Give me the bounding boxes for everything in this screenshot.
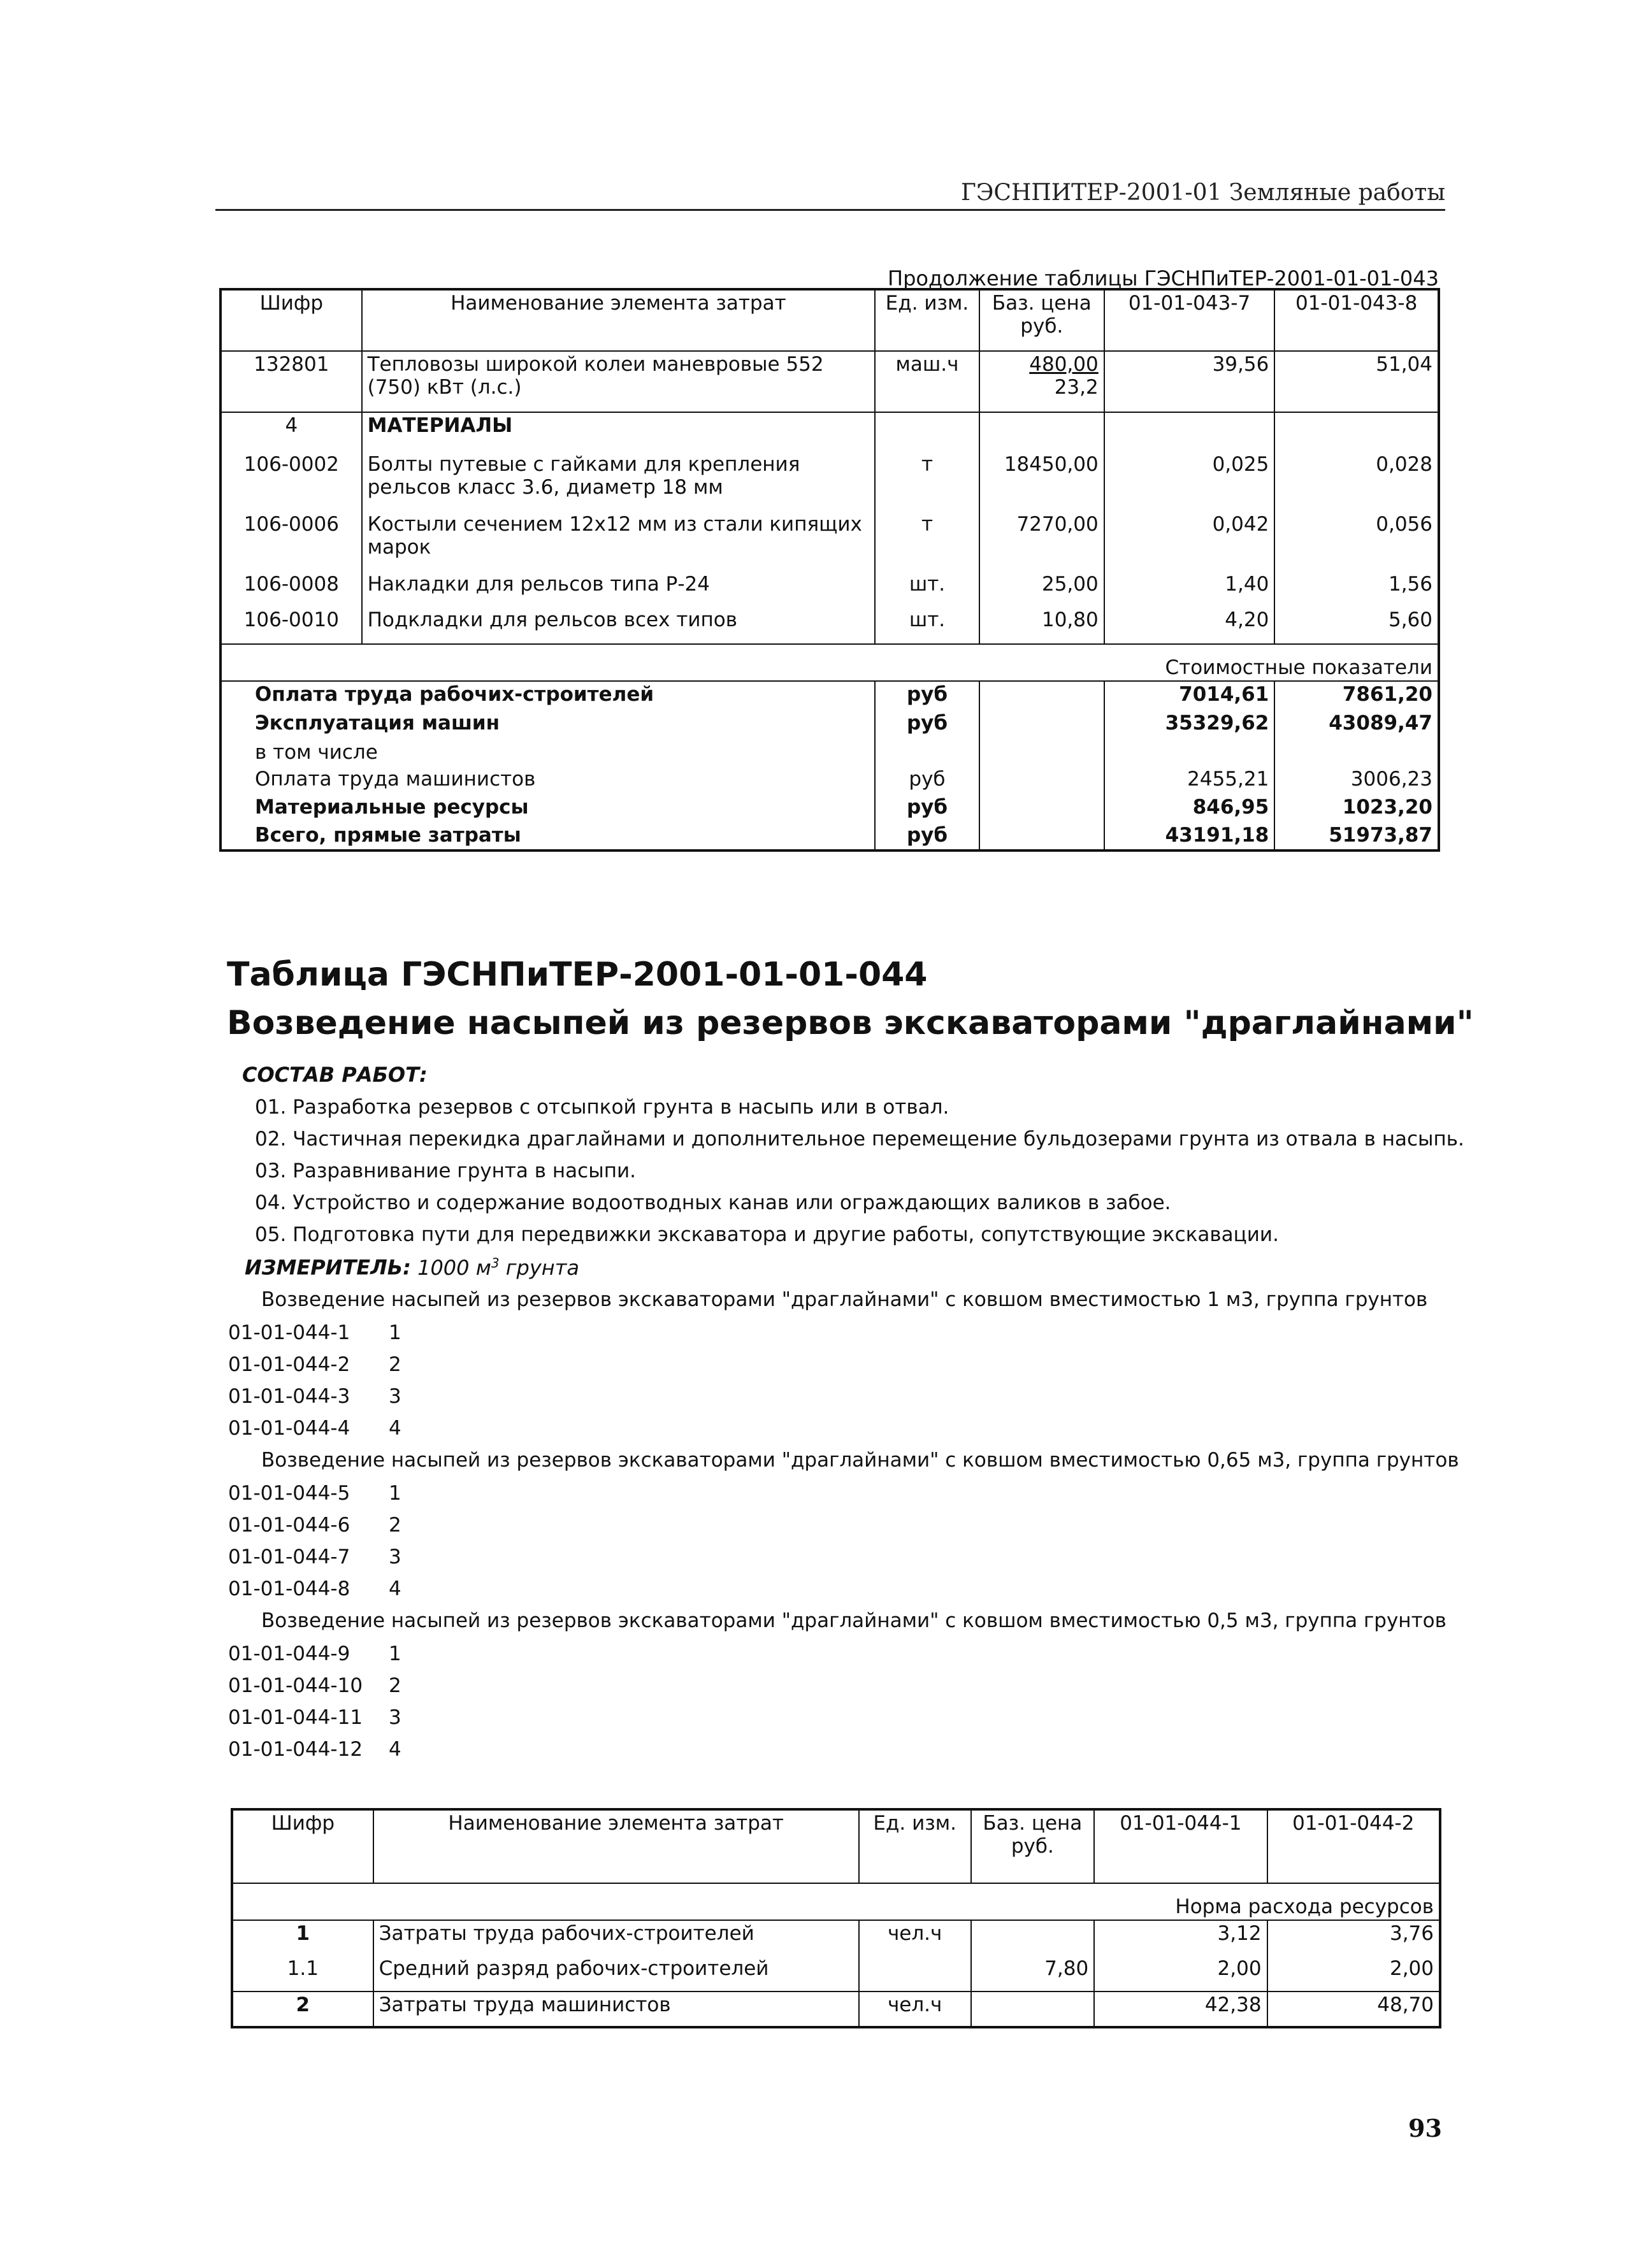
cell-price: 7,80 [971,1956,1095,1992]
header-rule [215,209,1445,211]
summary-row [220,740,1439,766]
norm-code: 01-01-044-7 [228,1546,350,1568]
header-name: Наименование элемента затрат [362,289,875,351]
summary-value-1: 2455,21 [1104,766,1275,794]
summary-value-2: 7861,20 [1274,681,1439,710]
running-head: ГЭСНПИТЕР-2001-01 Земляные работы [961,180,1445,206]
cell-section-name: МАТЕРИАЛЫ [362,412,875,452]
cell-code: 106-0008 [243,573,339,596]
header-code: Шифр [271,1812,335,1835]
summary-name: Всего, прямые затраты [255,824,521,847]
cell-unit: т [875,452,979,512]
table-row [232,1956,1440,1992]
cell-price: 18450,00 [979,452,1104,512]
cell-value-2: 0,056 [1274,512,1439,571]
price-secondary: 23,2 [1054,376,1099,399]
table-title: Таблица ГЭСНПиТЕР-2001-01-01-044 [227,956,928,994]
section-subtitle: Возведение насыпей из резервов экскаваторами "драглайнами" [227,1004,1474,1042]
page-number: 93 [1408,2114,1442,2142]
cell-value-1: 3,12 [1094,1920,1267,1956]
summary-name: Оплата труда рабочих-строителей [255,683,654,706]
soil-group: 3 [389,1385,401,1408]
cell-value-2: 0,028 [1274,452,1439,512]
norm-code: 01-01-044-2 [228,1353,350,1376]
header-col2: 01-01-043-8 [1274,289,1439,351]
summary-value-1: 846,95 [1104,794,1275,822]
resource-table-044 [231,1808,1441,2028]
norm-code: 01-01-044-8 [228,1577,350,1600]
header-price: Баз. цена руб. [971,1809,1095,1883]
summary-unit: руб [875,794,979,822]
cell-name: Средний разряд рабочих-строителей [373,1956,859,1992]
summary-unit: руб [875,766,979,794]
cell-name: Костыли сечением 12x12 мм из стали кипящих марок [362,512,875,571]
soil-group: 1 [389,1482,401,1505]
cell-code: 1.1 [287,1957,319,1980]
table-header-row [232,1809,1440,1883]
soil-group: 4 [389,1577,401,1600]
header-col2: 01-01-044-2 [1267,1809,1440,1883]
cell-unit: т [875,512,979,571]
cell-value-1: 42,38 [1094,1992,1267,2027]
soil-group: 4 [389,1417,401,1440]
cell-code: 106-0002 [243,453,339,476]
cell-price [971,1920,1095,1956]
meter-unit: 1000 м [417,1255,491,1280]
summary-unit: руб [875,681,979,710]
header-unit: Ед. изм. [875,289,979,351]
table-row [220,452,1439,512]
norm-code: 01-01-044-1 [228,1321,350,1344]
soil-group: 3 [389,1706,401,1729]
summary-value-1: 7014,61 [1104,681,1275,710]
work-item: 03. Разравнивание грунта в насыпи. [255,1159,636,1182]
cell-name: Затраты труда рабочих-строителей [373,1920,859,1956]
table-band-row [232,1883,1440,1920]
cell-name: Затраты труда машинистов [373,1992,859,2027]
summary-name: в том числе [255,741,378,764]
cell-value-1: 4,20 [1104,607,1275,644]
summary-value-2: 43089,47 [1274,710,1439,740]
table-row-section [220,412,1439,452]
cell-unit: чел.ч [859,1920,971,1956]
meter-line [245,1255,579,1280]
cell-value-1: 2,00 [1094,1956,1267,1992]
cell-value-1: 0,042 [1104,512,1275,571]
band-label: Стоимостные показатели [220,644,1439,681]
table-row [232,1992,1440,2027]
table-header-row [220,289,1439,351]
price-main: 480,00 [1029,353,1099,376]
header-unit: Ед. изм. [859,1809,971,1883]
cell-price [971,1992,1095,2027]
summary-row [220,766,1439,794]
cell-unit: чел.ч [859,1992,971,2027]
table-row [220,571,1439,607]
meter-tail: грунта [499,1255,579,1280]
norm-code: 01-01-044-5 [228,1482,350,1505]
cell-code: 1 [296,1922,310,1945]
norm-code: 01-01-044-12 [228,1738,363,1761]
soil-group: 2 [389,1353,401,1376]
work-item: 05. Подготовка пути для передвижки экскаватора и другие работы, сопутствующие экскавации. [255,1223,1279,1246]
summary-row [220,794,1439,822]
cell-value-1: 0,025 [1104,452,1275,512]
cell-value-2: 48,70 [1267,1992,1440,2027]
table-row [220,351,1439,412]
cell-name: Подкладки для рельсов всех типов [362,607,875,644]
cell-unit: маш.ч [875,351,979,412]
soil-group: 2 [389,1674,401,1697]
header-code: Шифр [259,292,324,315]
summary-name: Материальные ресурсы [255,796,529,819]
summary-row [220,710,1439,740]
summary-value-2: 1023,20 [1274,794,1439,822]
norm-code: 01-01-044-11 [228,1706,363,1729]
norm-code: 01-01-044-3 [228,1385,350,1408]
norm-code: 01-01-044-6 [228,1514,350,1537]
summary-unit: руб [875,822,979,850]
table-row [220,512,1439,571]
summary-unit: руб [875,710,979,740]
table-band-row [220,644,1439,681]
cell-unit: шт. [875,607,979,644]
header-col1: 01-01-044-1 [1094,1809,1267,1883]
summary-name: Оплата труда машинистов [255,768,536,791]
meter-sup: 3 [491,1255,500,1270]
cell-name: Накладки для рельсов типа Р-24 [362,571,875,607]
norm-code: 01-01-044-4 [228,1417,350,1440]
cell-code: 2 [296,1993,310,2016]
group-title: Возведение насыпей из резервов экскаваторами "драглайнами" с ковшом вместимостью 1 м3, группа грунтов [261,1288,1428,1311]
header-col1: 01-01-043-7 [1104,289,1275,351]
summary-value-1: 35329,62 [1104,710,1275,740]
meter-label: ИЗМЕРИТЕЛЬ: [245,1255,411,1280]
summary-value-1: 43191,18 [1104,822,1275,850]
cell-value-1: 39,56 [1104,351,1275,412]
table-row [232,1920,1440,1956]
group-title: Возведение насыпей из резервов экскаваторами "драглайнами" с ковшом вместимостью 0,5 м3, группа грунтов [261,1609,1446,1632]
cell-unit [859,1956,971,1992]
work-item: 02. Частичная перекидка драглайнами и дополнительное перемещение бульдозерами грунта из отвала в насыпь. [255,1128,1464,1151]
soil-group: 2 [389,1514,401,1537]
soil-group: 3 [389,1546,401,1568]
cell-name: Тепловозы широкой колеи маневровые 552 (750) кВт (л.с.) [362,351,875,412]
cell-value-2: 51,04 [1274,351,1439,412]
cell-code: 132801 [254,353,329,376]
summary-name: Эксплуатация машин [255,712,500,735]
cell-code: 106-0006 [243,513,339,536]
cell-unit: шт. [875,571,979,607]
cell-price: 25,00 [979,571,1104,607]
summary-row [220,822,1439,850]
norm-code: 01-01-044-9 [228,1642,350,1665]
works-label: СОСТАВ РАБОТ: [242,1063,428,1087]
soil-group: 1 [389,1321,401,1344]
meter-value [417,1256,579,1280]
norm-code: 01-01-044-10 [228,1674,363,1697]
resource-table-043 [219,288,1440,852]
header-name: Наименование элемента затрат [373,1809,859,1883]
cell-price [979,351,1104,412]
work-item: 04. Устройство и содержание водоотводных канав или ограждающих валиков в забое. [255,1191,1171,1214]
band-label: Норма расхода ресурсов [1175,1895,1434,1918]
cell-value-2: 5,60 [1274,607,1439,644]
cell-value-2: 1,56 [1274,571,1439,607]
soil-group: 4 [389,1738,401,1761]
cell-name: Болты путевые с гайками для крепления рельсов класс 3.6, диаметр 18 мм [362,452,875,512]
cell-code: 4 [285,414,298,437]
soil-group: 1 [389,1642,401,1665]
cell-value-2: 3,76 [1267,1920,1440,1956]
summary-row [220,681,1439,710]
cell-price: 10,80 [979,607,1104,644]
group-title: Возведение насыпей из резервов экскаваторами "драглайнами" с ковшом вместимостью 0,65 м3, группа грунтов [261,1449,1459,1472]
header-price: Баз. цена руб. [979,289,1104,351]
continuation-caption: Продолжение таблицы ГЭСНПиТЕР-2001-01-01-043 [888,266,1439,291]
summary-value-2: 3006,23 [1274,766,1439,794]
cell-value-2: 2,00 [1267,1956,1440,1992]
work-item: 01. Разработка резервов с отсыпкой грунта в насыпь или в отвал. [255,1096,949,1119]
cell-value-1: 1,40 [1104,571,1275,607]
table-row [220,607,1439,644]
cell-price: 7270,00 [979,512,1104,571]
summary-value-2: 51973,87 [1274,822,1439,850]
cell-code: 106-0010 [243,608,339,631]
